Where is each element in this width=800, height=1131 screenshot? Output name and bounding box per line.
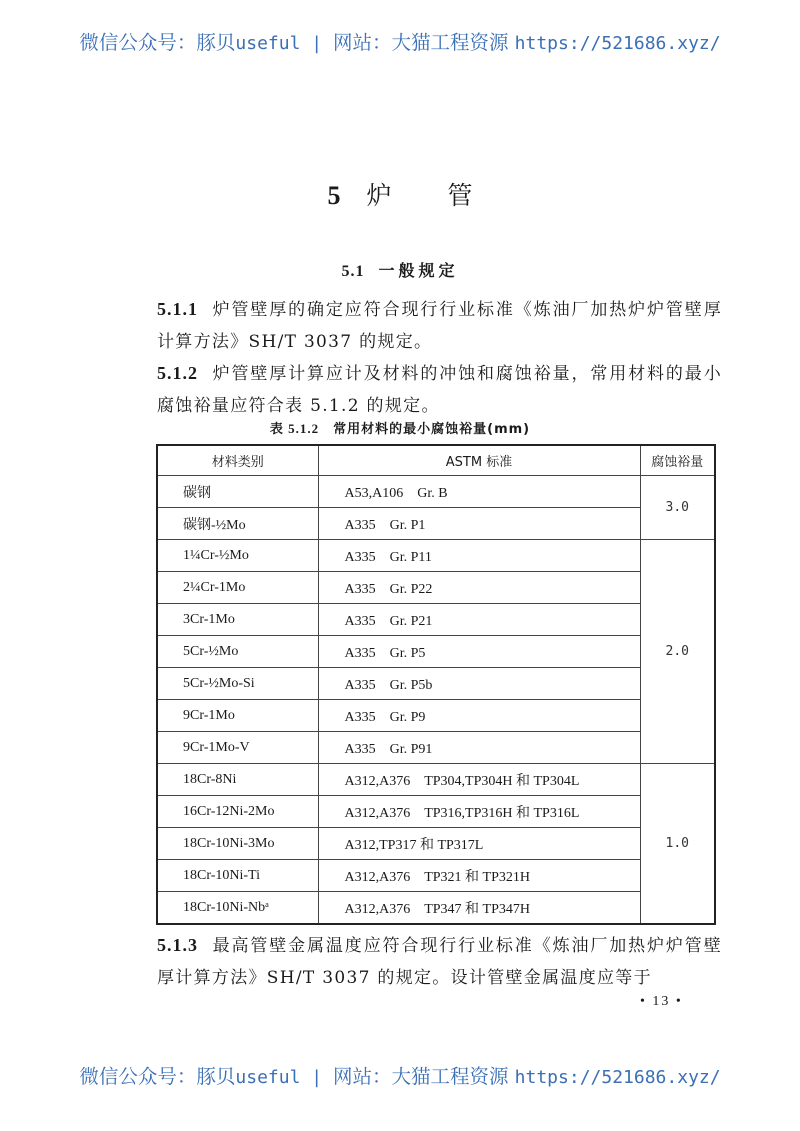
watermark-wechat-label: 微信公众号：豚贝 [79, 1065, 236, 1088]
material-cell: 18Cr-8Ni [157, 764, 318, 796]
table-caption [0, 418, 800, 437]
table-row [157, 860, 715, 892]
table-row [157, 508, 715, 540]
watermark-wechat-name: useful | [235, 33, 333, 54]
header-material: 材料类别 [157, 445, 318, 476]
material-cell: 5Cr-½Mo-Si [157, 668, 318, 700]
clause-text: 最高管壁金属温度应符合现行行业标准《炼油厂加热炉炉管壁厚计算方法》SH/T 3037 的规定。设计管壁金属温度应等于 [157, 936, 722, 988]
astm-cell: A335 Gr. P1 [318, 508, 640, 540]
table-row [157, 668, 715, 700]
table-number: 表 5.1.2 [269, 421, 320, 436]
section-number: 5.1 [341, 263, 365, 280]
allowance-cell: 1.0 [640, 764, 715, 925]
table-row [157, 828, 715, 860]
section-title [0, 258, 800, 281]
chapter-number: 5 [327, 181, 341, 210]
table-row [157, 764, 715, 796]
watermark-top [0, 27, 800, 55]
material-cell: 2¼Cr-1Mo [157, 572, 318, 604]
astm-cell: A53,A106 Gr. B [318, 476, 640, 508]
table-row [157, 700, 715, 732]
table-row [157, 604, 715, 636]
clause-5-1-2 [157, 357, 722, 422]
header-astm: ASTM 标准 [318, 445, 640, 476]
chapter-title-char: 炉 [366, 181, 392, 210]
watermark-site-label: 网站：大猫工程资源 [332, 31, 515, 54]
watermark-url-link[interactable]: https://521686.xyz/ [514, 33, 721, 54]
astm-cell: A335 Gr. P5b [318, 668, 640, 700]
clause-5-1-3 [157, 929, 722, 994]
table-row [157, 476, 715, 508]
table-row [157, 540, 715, 572]
chapter-title [0, 176, 800, 212]
clause-5-1-1 [157, 293, 722, 358]
astm-cell: A335 Gr. P11 [318, 540, 640, 572]
astm-cell: A312,A376 TP347 和 TP347H [318, 892, 640, 925]
astm-cell: A335 Gr. P22 [318, 572, 640, 604]
material-cell: 18Cr-10Ni-3Mo [157, 828, 318, 860]
material-cell: 碳钢 [157, 476, 318, 508]
material-cell: 9Cr-1Mo-V [157, 732, 318, 764]
watermark-bottom [0, 1061, 800, 1089]
astm-cell: A312,A376 TP321 和 TP321H [318, 860, 640, 892]
table-row [157, 636, 715, 668]
header-allowance: 腐蚀裕量 [640, 445, 715, 476]
material-cell: 1¼Cr-½Mo [157, 540, 318, 572]
astm-cell: A335 Gr. P21 [318, 604, 640, 636]
table-row [157, 732, 715, 764]
material-cell: 碳钢-½Mo [157, 508, 318, 540]
material-cell: 16Cr-12Ni-2Mo [157, 796, 318, 828]
allowance-cell: 3.0 [640, 476, 715, 540]
watermark-site-label: 网站：大猫工程资源 [332, 1065, 515, 1088]
clause-text: 炉管壁厚的确定应符合现行行业标准《炼油厂加热炉炉管壁厚计算方法》SH/T 3037 的规定。 [157, 300, 722, 352]
table-row [157, 572, 715, 604]
astm-cell: A335 Gr. P5 [318, 636, 640, 668]
watermark-wechat-label: 微信公众号：豚贝 [79, 31, 236, 54]
table-row [157, 796, 715, 828]
material-cell: 5Cr-½Mo [157, 636, 318, 668]
astm-cell: A312,A376 TP304,TP304H 和 TP304L [318, 764, 640, 796]
corrosion-allowance-table [156, 444, 716, 925]
astm-cell: A312,A376 TP316,TP316H 和 TP316L [318, 796, 640, 828]
clause-number: 5.1.3 [157, 935, 198, 955]
section-title-text: 一般规定 [378, 261, 459, 280]
astm-cell: A312,TP317 和 TP317L [318, 828, 640, 860]
table-title: 常用材料的最小腐蚀裕量(mm) [333, 422, 531, 437]
table-header-row [157, 445, 715, 476]
allowance-cell: 2.0 [640, 540, 715, 764]
chapter-title-char: 管 [447, 181, 473, 210]
table-row [157, 892, 715, 925]
clause-number: 5.1.1 [157, 299, 198, 319]
clause-text: 炉管壁厚计算应计及材料的冲蚀和腐蚀裕量，常用材料的最小腐蚀裕量应符合表 5.1.2 的规定。 [157, 364, 722, 416]
watermark-url-link[interactable]: https://521686.xyz/ [514, 1067, 721, 1088]
astm-cell: A335 Gr. P9 [318, 700, 640, 732]
material-cell: 3Cr-1Mo [157, 604, 318, 636]
material-cell: 18Cr-10Ni-Nbᵃ [157, 892, 318, 925]
page-number: • 13 • [640, 994, 683, 1009]
material-cell: 18Cr-10Ni-Ti [157, 860, 318, 892]
watermark-wechat-name: useful | [235, 1067, 333, 1088]
astm-cell: A335 Gr. P91 [318, 732, 640, 764]
clause-number: 5.1.2 [157, 363, 198, 383]
material-cell: 9Cr-1Mo [157, 700, 318, 732]
